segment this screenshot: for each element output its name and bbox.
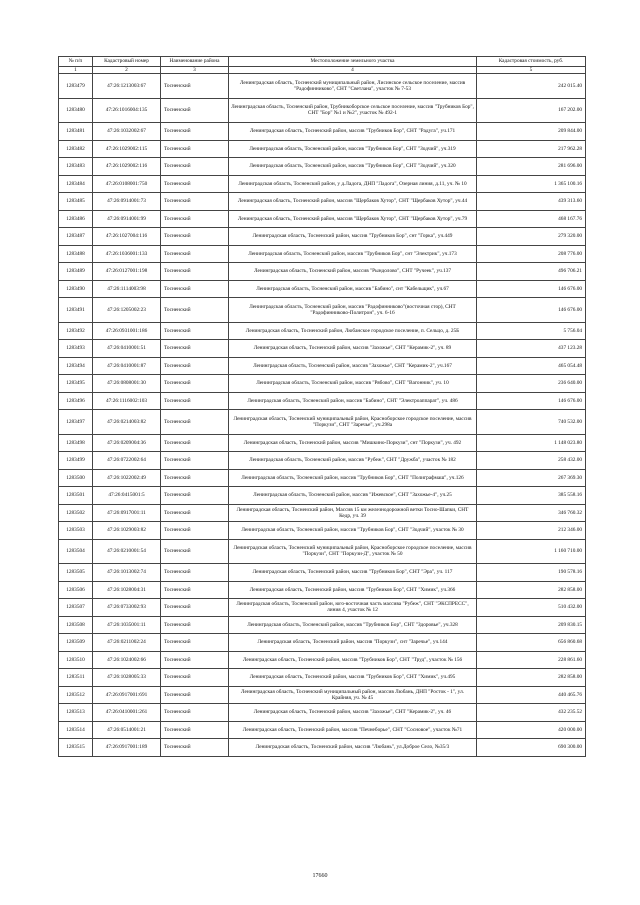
row-number: 1283500 xyxy=(59,469,93,487)
row-number: 1283489 xyxy=(59,263,93,281)
table-row xyxy=(59,539,586,564)
cadastral-value: 208 776.00 xyxy=(477,245,586,263)
cadastral-number: 47:26:0914001:99 xyxy=(93,210,161,228)
cadastral-number: 47:26:1116002:103 xyxy=(93,392,161,410)
district-name: Тосненский xyxy=(161,375,229,393)
cadastral-number: 47:26:0210001:54 xyxy=(93,539,161,564)
land-location: Ленинградская область, Тосненский муниципальный район, массив Любань, ДНП "Росток - 1", ул. Крайняя, уч. № 45 xyxy=(229,686,477,704)
cadastral-number: 47:26:1029003:82 xyxy=(93,522,161,540)
table-row xyxy=(59,686,586,704)
land-location: Ленинградская область, Тосненский район, массив "Рубеж", СНТ "Дружба", участок № 182 xyxy=(229,452,477,470)
district-name: Тосненский xyxy=(161,228,229,246)
table-row xyxy=(59,581,586,599)
row-number: 1283488 xyxy=(59,245,93,263)
table-row xyxy=(59,599,586,617)
cadastral-number: 47:26:1028004:31 xyxy=(93,581,161,599)
row-number: 1283481 xyxy=(59,123,93,141)
cadastral-value: 440 465.76 xyxy=(477,686,586,704)
cadastral-value: 465 054.48 xyxy=(477,357,586,375)
land-location: Ленинградская область, Тосненский район, массив "Захожье", СНТ "Керамик-2", уч. 89 xyxy=(229,340,477,358)
row-number: 1283479 xyxy=(59,74,93,99)
row-number: 1283515 xyxy=(59,739,93,757)
table-row xyxy=(59,140,586,158)
row-number: 1283494 xyxy=(59,357,93,375)
cadastral-value: 228 861.60 xyxy=(477,651,586,669)
cadastral-number: 47:26:1205002:23 xyxy=(93,298,161,323)
table-row xyxy=(59,487,586,505)
column-index: 2 xyxy=(93,67,161,74)
row-number: 1283510 xyxy=(59,651,93,669)
land-location: Ленинградская область, Тосненский район, массив "Захожье", СНТ "Керамик-2", уч.167 xyxy=(229,357,477,375)
cadastral-number: 47:26:1114003:98 xyxy=(93,280,161,298)
district-name: Тосненский xyxy=(161,651,229,669)
district-name: Тосненский xyxy=(161,74,229,99)
land-location: Ленинградская область, Тосненский район, массив "Трубников Бор", СНТ "Полиграфмаш", уч.126 xyxy=(229,469,477,487)
cadastral-number: 47:26:1213003:67 xyxy=(93,74,161,99)
land-location: Ленинградская область, Тосненский район, массив "Трубников Бор", СНТ "Химик", уч.495 xyxy=(229,669,477,687)
land-location: Ленинградская область, Тосненский район, массив "Бабино", СНТ "Электроаппарат", уч. 486 xyxy=(229,392,477,410)
cadastral-number: 47:26:1029002:116 xyxy=(93,158,161,176)
cadastral-value: 258 432.00 xyxy=(477,452,586,470)
cadastral-value: 146 676.00 xyxy=(477,298,586,323)
district-name: Тосненский xyxy=(161,158,229,176)
district-name: Тосненский xyxy=(161,504,229,522)
cadastral-number: 47:26:0931001:186 xyxy=(93,322,161,340)
cadastral-number: 47:26:1016004:135 xyxy=(93,98,161,123)
cadastral-number: 47:26:0914001:73 xyxy=(93,193,161,211)
land-location: Ленинградская область, Тосненский район, массив "Трубников Бор", СНТ "Труд", участок № 156 xyxy=(229,651,477,669)
row-number: 1283487 xyxy=(59,228,93,246)
row-number: 1283495 xyxy=(59,375,93,393)
table-row xyxy=(59,721,586,739)
cadastral-number: 47:26:0127001:198 xyxy=(93,263,161,281)
table-row xyxy=(59,158,586,176)
cadastral-value: 1 148 023.80 xyxy=(477,434,586,452)
district-name: Тосненский xyxy=(161,634,229,652)
land-location: Ленинградская область, Тосненский район, массив "Трубников Бор", СНТ "Эра", уч. 117 xyxy=(229,564,477,582)
cadastral-number: 47:26:1029002:115 xyxy=(93,140,161,158)
land-location: Ленинградская область, Тосненский муниципальный район, Красноборское городское поселение, массив "Поркузи", СНТ "Поркузи-Д", участок № 50 xyxy=(229,539,477,564)
cadastral-number: 47:26:0211002:24 xyxy=(93,634,161,652)
land-location: Ленинградская область, Тосненский район, у д.Ладога, ДНП "Ладога", Озерная линия, д.11, уч. № 10 xyxy=(229,175,477,193)
district-name: Тосненский xyxy=(161,98,229,123)
row-number: 1283504 xyxy=(59,539,93,564)
row-number: 1283492 xyxy=(59,322,93,340)
cadastral-number: 47:26:1024002:66 xyxy=(93,651,161,669)
cadastral-value: 282 858.00 xyxy=(477,669,586,687)
table-row xyxy=(59,210,586,228)
cadastral-value: 267 369.30 xyxy=(477,469,586,487)
cadastral-number: 47:26:0917001:691 xyxy=(93,686,161,704)
row-number: 1283496 xyxy=(59,392,93,410)
row-number: 1283511 xyxy=(59,669,93,687)
row-number: 1283480 xyxy=(59,98,93,123)
table-row xyxy=(59,228,586,246)
district-name: Тосненский xyxy=(161,263,229,281)
land-location: Ленинградская область, Тосненский район, массив "Ижевское", СНТ "Захожье-4", уч.25 xyxy=(229,487,477,505)
header-cadastral-value: Кадастровая стоимость, руб. xyxy=(477,57,586,67)
district-name: Тосненский xyxy=(161,280,229,298)
table-row xyxy=(59,245,586,263)
cadastral-value: 279 320.00 xyxy=(477,228,586,246)
land-location: Ленинградская область, Тосненский район, юго-восточная часть массива "Рубеж", СНТ "ЭКСПРЕСС", линия 4, участок № 12 xyxy=(229,599,477,617)
cadastral-value: 346 760.32 xyxy=(477,504,586,522)
land-location: Ленинградская область, Тосненский район, массив "Радофинниково"(восточная стор), СНТ "Радофинниково-Политрон", уч. 6-16 xyxy=(229,298,477,323)
district-name: Тосненский xyxy=(161,686,229,704)
land-location: Ленинградская область, Тосненский район, массив "Трубников Бор", СНТ "Химик", уч.366 xyxy=(229,581,477,599)
land-location: Ленинградская область, Тосненский район, массив "Мишкино-Поркузи", снт "Поркузи", уч. 492 xyxy=(229,434,477,452)
land-location: Ленинградская область, Тосненский район, массив "Трубников Бор", СНТ "Здоровье", уч.328 xyxy=(229,616,477,634)
cadastral-value: 1 160 710.00 xyxy=(477,539,586,564)
district-name: Тосненский xyxy=(161,410,229,435)
district-name: Тосненский xyxy=(161,210,229,228)
cadastral-value: 496 706.21 xyxy=(477,263,586,281)
district-name: Тосненский xyxy=(161,564,229,582)
table-row xyxy=(59,504,586,522)
land-location: Ленинградская область, Тосненский район, массив "Трубников Бор", снт "Горка", уч.449 xyxy=(229,228,477,246)
cadastral-value: 432 235.52 xyxy=(477,704,586,722)
cadastral-number: 47:26:1013002:74 xyxy=(93,564,161,582)
table-row xyxy=(59,98,586,123)
table-row xyxy=(59,522,586,540)
district-name: Тосненский xyxy=(161,322,229,340)
table-row xyxy=(59,298,586,323)
row-number: 1283501 xyxy=(59,487,93,505)
land-location: Ленинградская область, Тосненский район, массив "Щербаков Хутор", СНТ "Щербаков Хутор", уч.79 xyxy=(229,210,477,228)
row-number: 1283509 xyxy=(59,634,93,652)
district-name: Тосненский xyxy=(161,704,229,722)
land-location: Ленинградская область, Тосненский район, Трубникоборское сельское поселение, массив "Трубников Бор", СНТ "Бор" №1 и №2", участок № 492-1 xyxy=(229,98,477,123)
table-row xyxy=(59,452,586,470)
district-name: Тосненский xyxy=(161,581,229,599)
row-number: 1283497 xyxy=(59,410,93,435)
cadastral-value: 190 578.16 xyxy=(477,564,586,582)
table-row xyxy=(59,469,586,487)
cadastral-number: 47:26:0214003:82 xyxy=(93,410,161,435)
header-cadastral-number: Кадастровый номер xyxy=(93,57,161,67)
land-location: Ленинградская область, Тосненский район, массив "Рябово", СНТ "Вагонник", уч. 10 xyxy=(229,375,477,393)
table-row xyxy=(59,280,586,298)
cadastral-value: 209 844.00 xyxy=(477,123,586,141)
row-number: 1283512 xyxy=(59,686,93,704)
table-row xyxy=(59,340,586,358)
land-location: Ленинградская область, Тосненский район, массив "Любань", ул.Доброе Село, №35/3 xyxy=(229,739,477,757)
row-number: 1283485 xyxy=(59,193,93,211)
land-location: Ленинградская область, Тосненский район, массив "Бабино", снт "Кабельщик", уч.67 xyxy=(229,280,477,298)
table-body xyxy=(59,74,586,757)
header-district: Наименование района xyxy=(161,57,229,67)
cadastral-value: 439 313.60 xyxy=(477,193,586,211)
cadastral-number: 47:26:1032002:67 xyxy=(93,123,161,141)
table-row xyxy=(59,375,586,393)
cadastral-value: 242 015.40 xyxy=(477,74,586,99)
table-row xyxy=(59,193,586,211)
cadastral-value: 146 676.00 xyxy=(477,392,586,410)
cadastral-value: 5 756.04 xyxy=(477,322,586,340)
cadastral-value: 209 830.15 xyxy=(477,616,586,634)
district-name: Тосненский xyxy=(161,539,229,564)
table-row xyxy=(59,616,586,634)
header-location: Местоположение земельного участка xyxy=(229,57,477,67)
district-name: Тосненский xyxy=(161,522,229,540)
district-name: Тосненский xyxy=(161,140,229,158)
row-number: 1283507 xyxy=(59,599,93,617)
cadastral-number: 47:26:1036001:133 xyxy=(93,245,161,263)
cadastral-number: 47:26:0410001:261 xyxy=(93,704,161,722)
row-number: 1283514 xyxy=(59,721,93,739)
cadastral-value: 420 000.00 xyxy=(477,721,586,739)
row-number: 1283502 xyxy=(59,504,93,522)
land-location: Ленинградская область, Тосненский район, массив "Захожье", СНТ "Керамик-2", уч. 46 xyxy=(229,704,477,722)
row-number: 1283499 xyxy=(59,452,93,470)
cadastral-value: 468 167.76 xyxy=(477,210,586,228)
table-row xyxy=(59,669,586,687)
cadastral-number: 47:26:0917001:11 xyxy=(93,504,161,522)
land-location: Ленинградская область, Тосненский район, массив "Трубников Бор", СНТ "Зодчий", уч.319 xyxy=(229,140,477,158)
header-row xyxy=(59,57,586,67)
district-name: Тосненский xyxy=(161,739,229,757)
land-location: Ленинградская область, Тосненский район, Массив 15 км железнодорожной ветки Тосно-Шапки, СНТ Кедр, уч. 39 xyxy=(229,504,477,522)
land-location: Ленинградская область, Тосненский район, массив "Поркузи", снт "Заречье", уч.144 xyxy=(229,634,477,652)
district-name: Тосненский xyxy=(161,721,229,739)
table-row xyxy=(59,175,586,193)
district-name: Тосненский xyxy=(161,298,229,323)
table-row xyxy=(59,564,586,582)
row-number: 1283484 xyxy=(59,175,93,193)
column-index: 5 xyxy=(477,67,586,74)
district-name: Тосненский xyxy=(161,487,229,505)
table-row xyxy=(59,357,586,375)
cadastral-number: 47:26:0108001:750 xyxy=(93,175,161,193)
row-number: 1283486 xyxy=(59,210,93,228)
table-row xyxy=(59,634,586,652)
column-index: 1 xyxy=(59,67,93,74)
column-index: 4 xyxy=(229,67,477,74)
row-number: 1283490 xyxy=(59,280,93,298)
row-number: 1283493 xyxy=(59,340,93,358)
table-row xyxy=(59,322,586,340)
land-location: Ленинградская область, Тосненский район, массив "Трубников Бор", СНТ "Зодчий", участок № 30 xyxy=(229,522,477,540)
row-number: 1283513 xyxy=(59,704,93,722)
district-name: Тосненский xyxy=(161,357,229,375)
cadastral-value: 146 676.00 xyxy=(477,280,586,298)
table-row xyxy=(59,263,586,281)
district-name: Тосненский xyxy=(161,193,229,211)
cadastral-number: 47:26:1027004:116 xyxy=(93,228,161,246)
cadastral-number: 47:26:1022002:49 xyxy=(93,469,161,487)
land-location: Ленинградская область, Тосненский район, массив "Трубников Бор", снт "Электрик", уч.173 xyxy=(229,245,477,263)
district-name: Тосненский xyxy=(161,599,229,617)
row-number: 1283483 xyxy=(59,158,93,176)
table-row xyxy=(59,123,586,141)
cadastral-value: 217 962.28 xyxy=(477,140,586,158)
page-number: 17660 xyxy=(312,873,328,879)
cadastral-value: 281 696.00 xyxy=(477,158,586,176)
row-number: 1283491 xyxy=(59,298,93,323)
cadastral-number: 47:26:0733002:93 xyxy=(93,599,161,617)
row-number: 1283508 xyxy=(59,616,93,634)
cadastral-number: 47:26:1028005:33 xyxy=(93,669,161,687)
cadastral-table xyxy=(58,56,586,757)
cadastral-number: 47:26:0410001:51 xyxy=(93,340,161,358)
row-number: 1283503 xyxy=(59,522,93,540)
cadastral-number: 47:26:0410001:87 xyxy=(93,357,161,375)
cadastral-value: 212 346.00 xyxy=(477,522,586,540)
row-number: 1283506 xyxy=(59,581,93,599)
table-row xyxy=(59,739,586,757)
column-index-row xyxy=(59,67,586,74)
district-name: Тосненский xyxy=(161,434,229,452)
cadastral-value: 282 858.00 xyxy=(477,581,586,599)
cadastral-number: 47:26:1035001:11 xyxy=(93,616,161,634)
district-name: Тосненский xyxy=(161,245,229,263)
cadastral-number: 47:26:0415001:5 xyxy=(93,487,161,505)
table-row xyxy=(59,704,586,722)
land-location: Ленинградская область, Тосненский район, массив "Щербаков Хутор", СНТ "Щербаков Хутор", уч.44 xyxy=(229,193,477,211)
cadastral-number: 47:26:0209004:36 xyxy=(93,434,161,452)
district-name: Тосненский xyxy=(161,392,229,410)
cadastral-value: 740 532.00 xyxy=(477,410,586,435)
cadastral-number: 47:26:0808001:30 xyxy=(93,375,161,393)
district-name: Тосненский xyxy=(161,452,229,470)
district-name: Тосненский xyxy=(161,469,229,487)
table-row xyxy=(59,651,586,669)
cadastral-value: 510 432.00 xyxy=(477,599,586,617)
district-name: Тосненский xyxy=(161,175,229,193)
document-page xyxy=(58,56,585,757)
district-name: Тосненский xyxy=(161,340,229,358)
cadastral-value: 437 123.28 xyxy=(477,340,586,358)
land-location: Ленинградская область, Тосненский муниципальный район, Красноборское городское поселение, массив "Поркузи", СНТ "Заречье", уч.298а xyxy=(229,410,477,435)
cadastral-value: 236 640.00 xyxy=(477,375,586,393)
table-row xyxy=(59,434,586,452)
land-location: Ленинградская область, Тосненский муниципальный район, Лисинское сельское поселение, массив "Радофинниково", СНТ "Светлана", участок № 7-53 xyxy=(229,74,477,99)
district-name: Тосненский xyxy=(161,669,229,687)
table-row xyxy=(59,410,586,435)
row-number: 1283498 xyxy=(59,434,93,452)
land-location: Ленинградская область, Тосненский район, массив "Рындолово", СНТ "Ручеек", уч.137 xyxy=(229,263,477,281)
land-location: Ленинградская область, Тосненский район, массив "Трубников Бор", СНТ "Радуга", уч.171 xyxy=(229,123,477,141)
cadastral-value: 385 558.16 xyxy=(477,487,586,505)
row-number: 1283482 xyxy=(59,140,93,158)
column-index: 3 xyxy=(161,67,229,74)
cadastral-value: 656 860.68 xyxy=(477,634,586,652)
cadastral-value: 690 300.00 xyxy=(477,739,586,757)
table-row xyxy=(59,392,586,410)
table-row xyxy=(59,74,586,99)
land-location: Ленинградская область, Тосненский район, массив "Печнеборье", СНТ "Сосновое", участок №71 xyxy=(229,721,477,739)
district-name: Тосненский xyxy=(161,616,229,634)
header-number: № п/п xyxy=(59,57,93,67)
cadastral-number: 47:26:0514001:21 xyxy=(93,721,161,739)
land-location: Ленинградская область, Тосненский район, массив "Трубников Бор", СНТ "Зодчий", уч.320 xyxy=(229,158,477,176)
land-location: Ленинградская область, Тосненский район, Любанское городское поселение, п. Сельцо, д. 25Б xyxy=(229,322,477,340)
cadastral-number: 47:26:0917001:189 xyxy=(93,739,161,757)
cadastral-value: 167 202.00 xyxy=(477,98,586,123)
cadastral-value: 1 365 100.16 xyxy=(477,175,586,193)
row-number: 1283505 xyxy=(59,564,93,582)
district-name: Тосненский xyxy=(161,123,229,141)
cadastral-number: 47:26:0722002:64 xyxy=(93,452,161,470)
